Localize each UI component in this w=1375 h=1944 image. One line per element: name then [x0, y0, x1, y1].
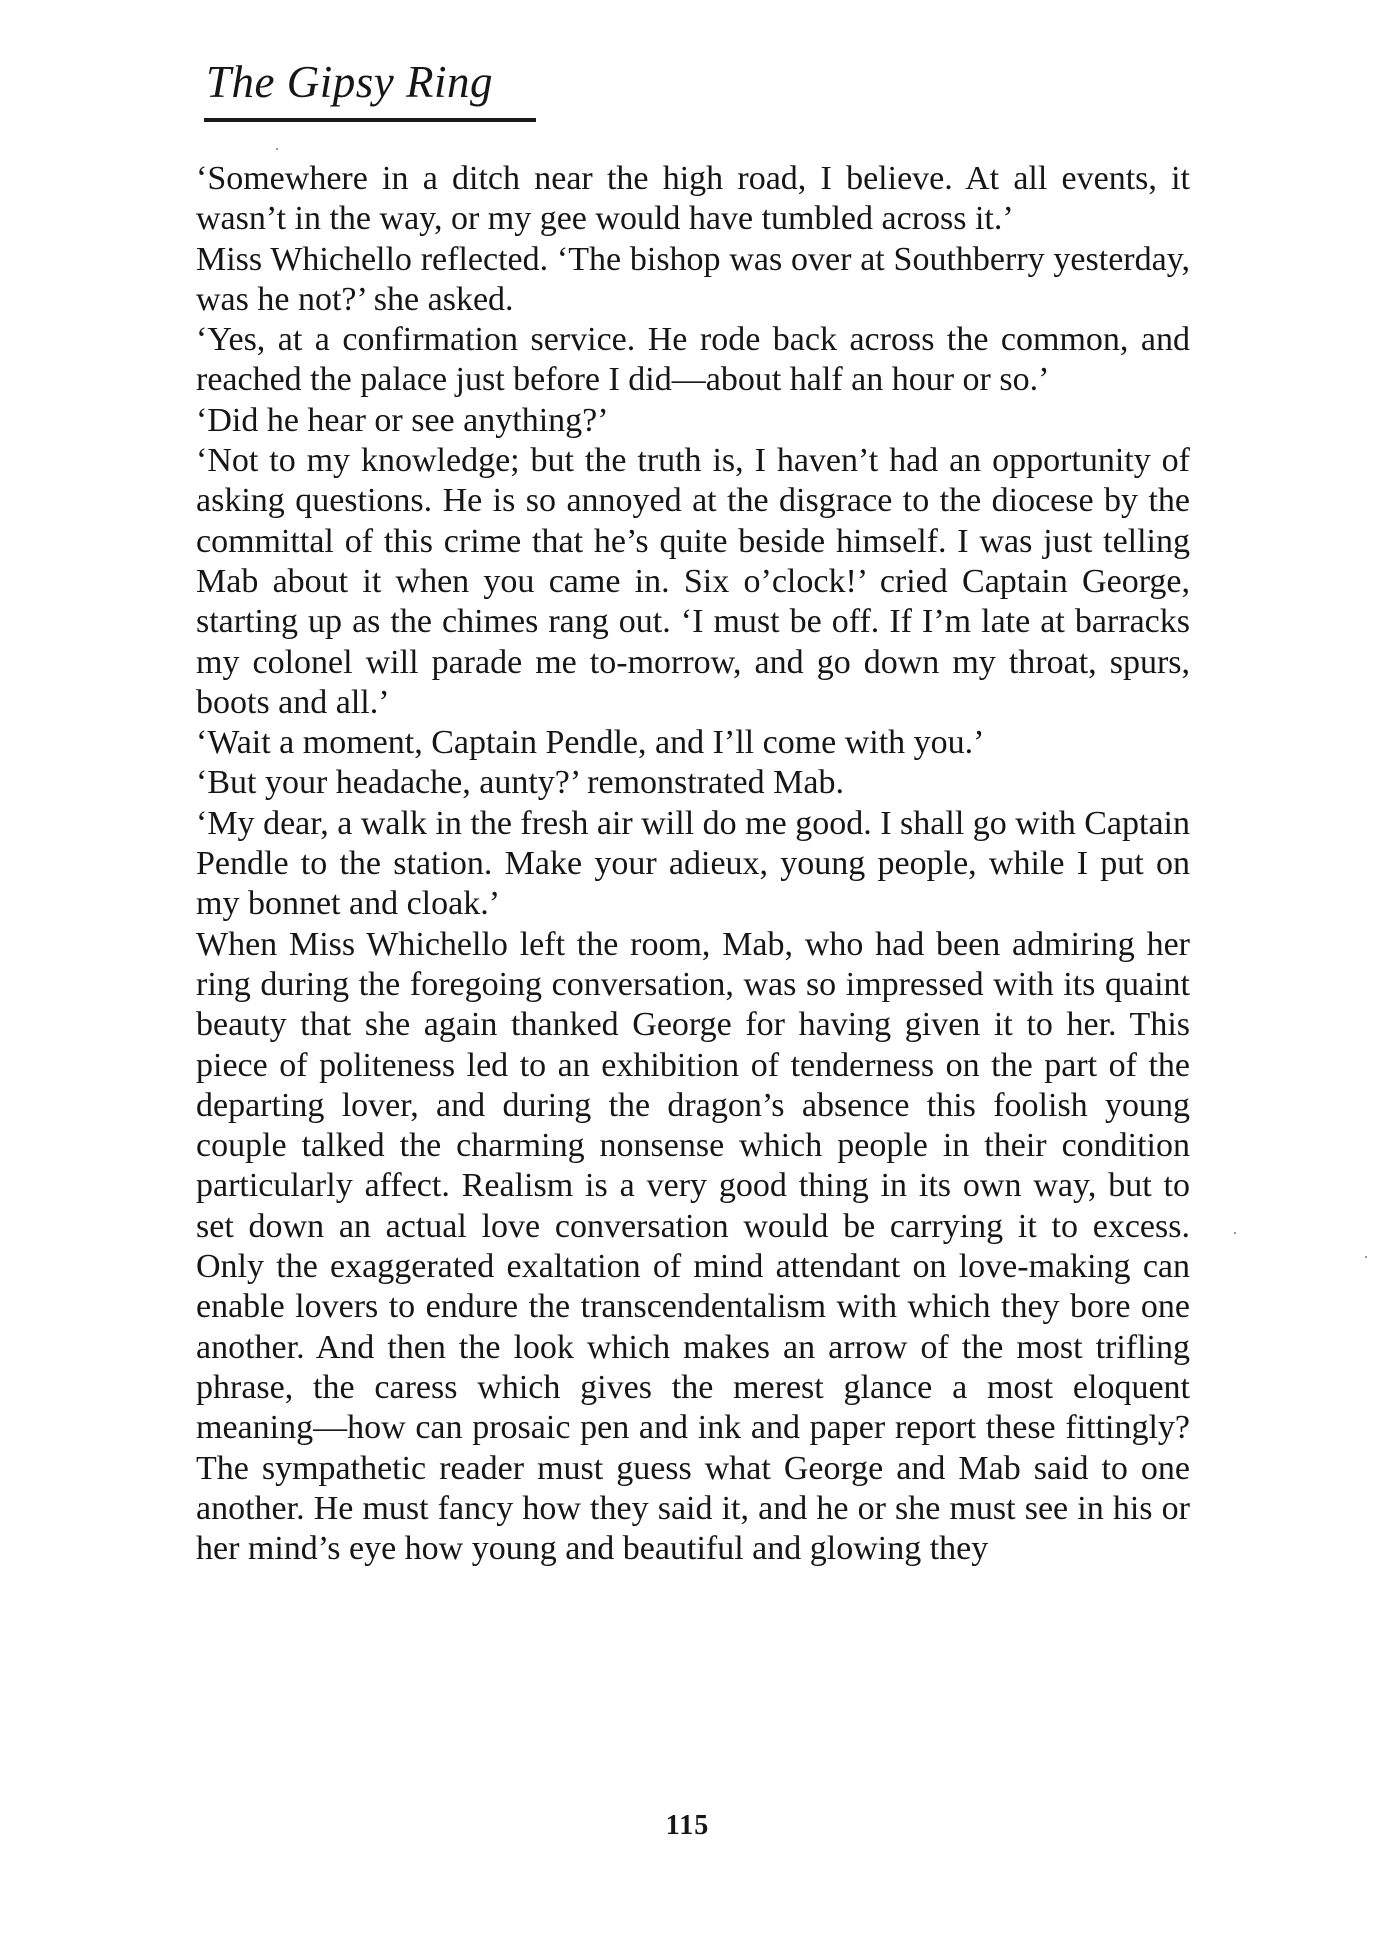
paragraph: ‘But your headache, aunty?’ remonstrated Mab.: [196, 764, 844, 802]
body-text: [196, 159, 1190, 1569]
page-number: 115: [665, 1810, 710, 1841]
paragraph: Miss Whichello reflected. ‘The bishop was over at Southberry yesterday, was he not?’ she asked.: [196, 240, 1190, 318]
running-head-title: The Gipsy Ring: [206, 57, 493, 107]
scan-speck: [276, 148, 278, 150]
paragraph: ‘My dear, a walk in the fresh air will do me good. I shall go with Captain Pendle to the station. Make your adieux, young people, while I put on my bonnet and cloak.’: [196, 804, 1190, 923]
paragraph: When Miss Whichello left the room, Mab, who had been admiring her ring during the foregoing conversation, was so impressed with its quaint beauty that she again thanked George for having given it to her. This piece of politeness led to an exhibition of tenderness on the part of the departing lover, and during the dragon’s absence this foolish young couple talked the charming nonsense which people in their condition particularly affect. Realism is a very good thing in its own way, but to set down an actual love conversation would be carrying it to excess. Only the exaggerated exaltation of mind attendant on love-making can enable lovers to endure the transcendentalism with which they bore one another. And then the look which makes an arrow of the most trifling phrase, the caress which gives the merest glance a most eloquent meaning—how can prosaic pen and ink and paper report these fittingly? The sympathetic reader must guess what George and Mab said to one another. He must fancy how they said it, and he or she must see in his or her mind’s eye how young and beautiful and glowing they: [196, 925, 1190, 1568]
paragraph: ‘Did he hear or see anything?’: [196, 401, 609, 439]
running-head-rule: [204, 118, 536, 122]
paragraph: ‘Not to my knowledge; but the truth is, I haven’t had an opportunity of asking questions. He is so annoyed at the disgrace to the diocese by the committal of this crime that he’s quite beside himself. I was just telling Mab about it when you came in. Six o’clock!’ cried Captain George, starting up as the chimes rang out. ‘I must be off. If I’m late at barracks my colonel will parade me to-morrow, and go down my throat, spurs, boots and all.’: [196, 442, 1190, 721]
paragraph: ‘Somewhere in a ditch near the high road, I believe. At all events, it wasn’t in the way, or my gee would have tumbled across it.’: [196, 160, 1190, 238]
scan-speck: [1365, 1256, 1367, 1258]
paragraph: ‘Yes, at a confirmation service. He rode back across the common, and reached the palace just before I did—about half an hour or so.’: [196, 321, 1190, 399]
paragraph: ‘Wait a moment, Captain Pendle, and I’ll come with you.’: [196, 724, 985, 762]
scan-speck: [1234, 1232, 1236, 1234]
